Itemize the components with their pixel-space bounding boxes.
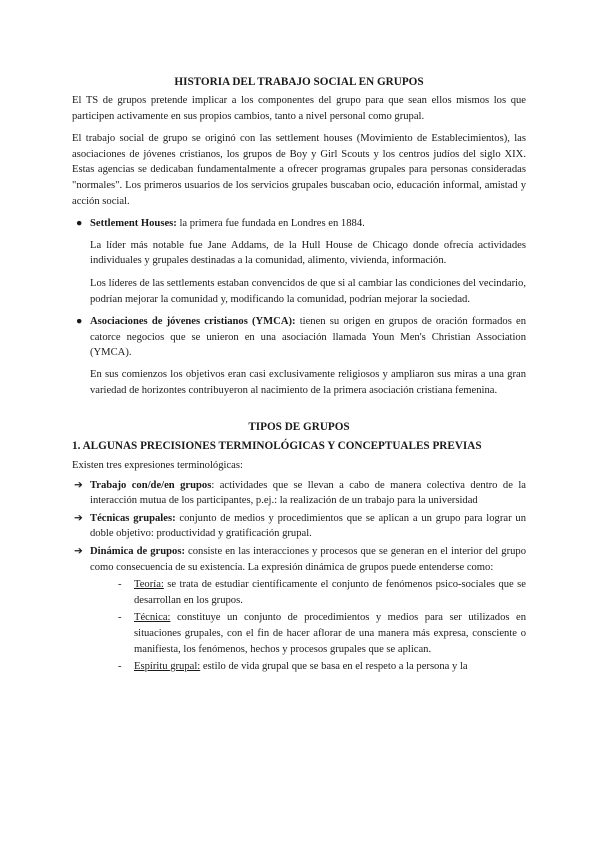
dash-item-espiritu [72,659,526,675]
intro-paragraph-1: El TS de grupos pretende implicar a los componentes del grupo para que sean ellos mismos los que participen activamente en sus propios cambios, tanto a nivel personal como grupal. [72,95,526,122]
bullet-dot-icon: ● [76,218,83,230]
arrow-term: Trabajo con/de/en grupos [90,479,212,491]
dash-text: se trata de estudiar científicamente el conjunto de fenómenos psico-sociales que se desarrollan en los grupos. [134,579,526,606]
dash-term: Técnica: [134,612,171,624]
subsection-title: 1. ALGUNAS PRECISIONES TERMINOLÓGICAS Y CONCEPTUALES PREVIAS [72,440,482,453]
intro-paragraph-2: El trabajo social de grupo se originó con las settlement houses (Movimiento de Establecimientos), las asociaciones de jóvenes cristianos, los grupos de Boy y Girl Scouts y los centros judíos del siglo XIX. Estas agencias se dedicaban fundamentalmente a ofrecer programas grupales para personas consideradas "normales". Los primeros usuarios de los servicios grupales buscaban ocio, educación informal, amistad y acción social. [72,133,526,207]
bullet-settlement-houses [72,216,526,232]
dash-term: Teoría: [134,579,164,591]
bullet-paragraph: La líder más notable fue Jane Addams, de la Hull House de Chicago donde ofrecía actividades individuales y grupales destinadas a la comunidad, alimento, vivienda, información. [90,239,526,267]
arrow-text: : actividades que se llevan a cabo de manera colectiva dentro de la interacción mutua de los participantes, p.ej.: la realización de un trabajo para la universidad [90,479,526,507]
dash-marker: - [118,579,122,591]
bullet-paragraph: En sus comienzos los objetivos eran casi exclusivamente religiosos y ampliaron sus miras a una gran variedad de horizontes contribuyeron al nacimiento de la primera asociación cristiana femenina. [90,368,526,396]
arrow-term: Dinámica de grupos: [90,546,185,558]
arrow-right-icon: ➔ [74,479,83,491]
document-title: HISTORIA DEL TRABAJO SOCIAL EN GRUPOS [174,76,424,88]
dash-marker: - [118,661,122,673]
bullet-text: la primera fue fundada en Londres en 1884. [176,218,365,230]
arrow-item-tecnicas [72,511,526,542]
dash-item-teoria [72,577,526,608]
bullet-ymca [72,314,526,361]
arrow-item-trabajo [72,478,526,509]
document-page [72,74,526,677]
lead-paragraph: Existen tres expresiones terminológicas: [72,460,243,472]
arrow-right-icon: ➔ [74,512,83,524]
dash-text: estilo de vida grupal que se basa en el respeto a la persona y la [200,661,468,673]
dash-term: Espíritu grupal: [134,661,201,673]
arrow-item-dinamica [72,544,526,575]
arrow-right-icon: ➔ [74,546,83,558]
dash-text: constituye un conjunto de procedimientos y medios para ser utilizados en situaciones grupales, con el fin de hacer aflorar de una manera más expresa, consciente o manifiesta, los fenómenos, hechos y procesos grupales que se aplican. [134,612,526,655]
bullet-term: Asociaciones de jóvenes cristianos (YMCA): [90,316,296,328]
dash-item-tecnica [72,610,526,657]
arrow-text: conjunto de medios y procedimientos que se aplican a un grupo para lograr un doble objetivo: productividad y gratificación grupal. [90,512,526,540]
bullet-term: Settlement Houses: [90,218,177,230]
arrow-term: Técnicas grupales: [90,512,176,524]
bullet-paragraph: Los líderes de las settlements estaban convencidos de que si al cambiar las condiciones del vecindario, podrían mejorar la comunidad y, modificando la comunidad, podrían mejorar la sociedad. [90,277,526,305]
dash-marker: - [118,612,122,624]
bullet-text: tienen su origen en grupos de oración formados en catorce negocios que se unieron en una asociación llamada Youn Men's Christian Association (YMCA). [90,316,526,359]
bullet-dot-icon: ● [76,316,83,328]
section-title: TIPOS DE GRUPOS [248,421,350,434]
arrow-text: consiste en las interacciones y procesos que se generan en el interior del grupo como consecuencia de su existencia. La expresión dinámica de grupos puede entenderse como: [90,546,526,573]
